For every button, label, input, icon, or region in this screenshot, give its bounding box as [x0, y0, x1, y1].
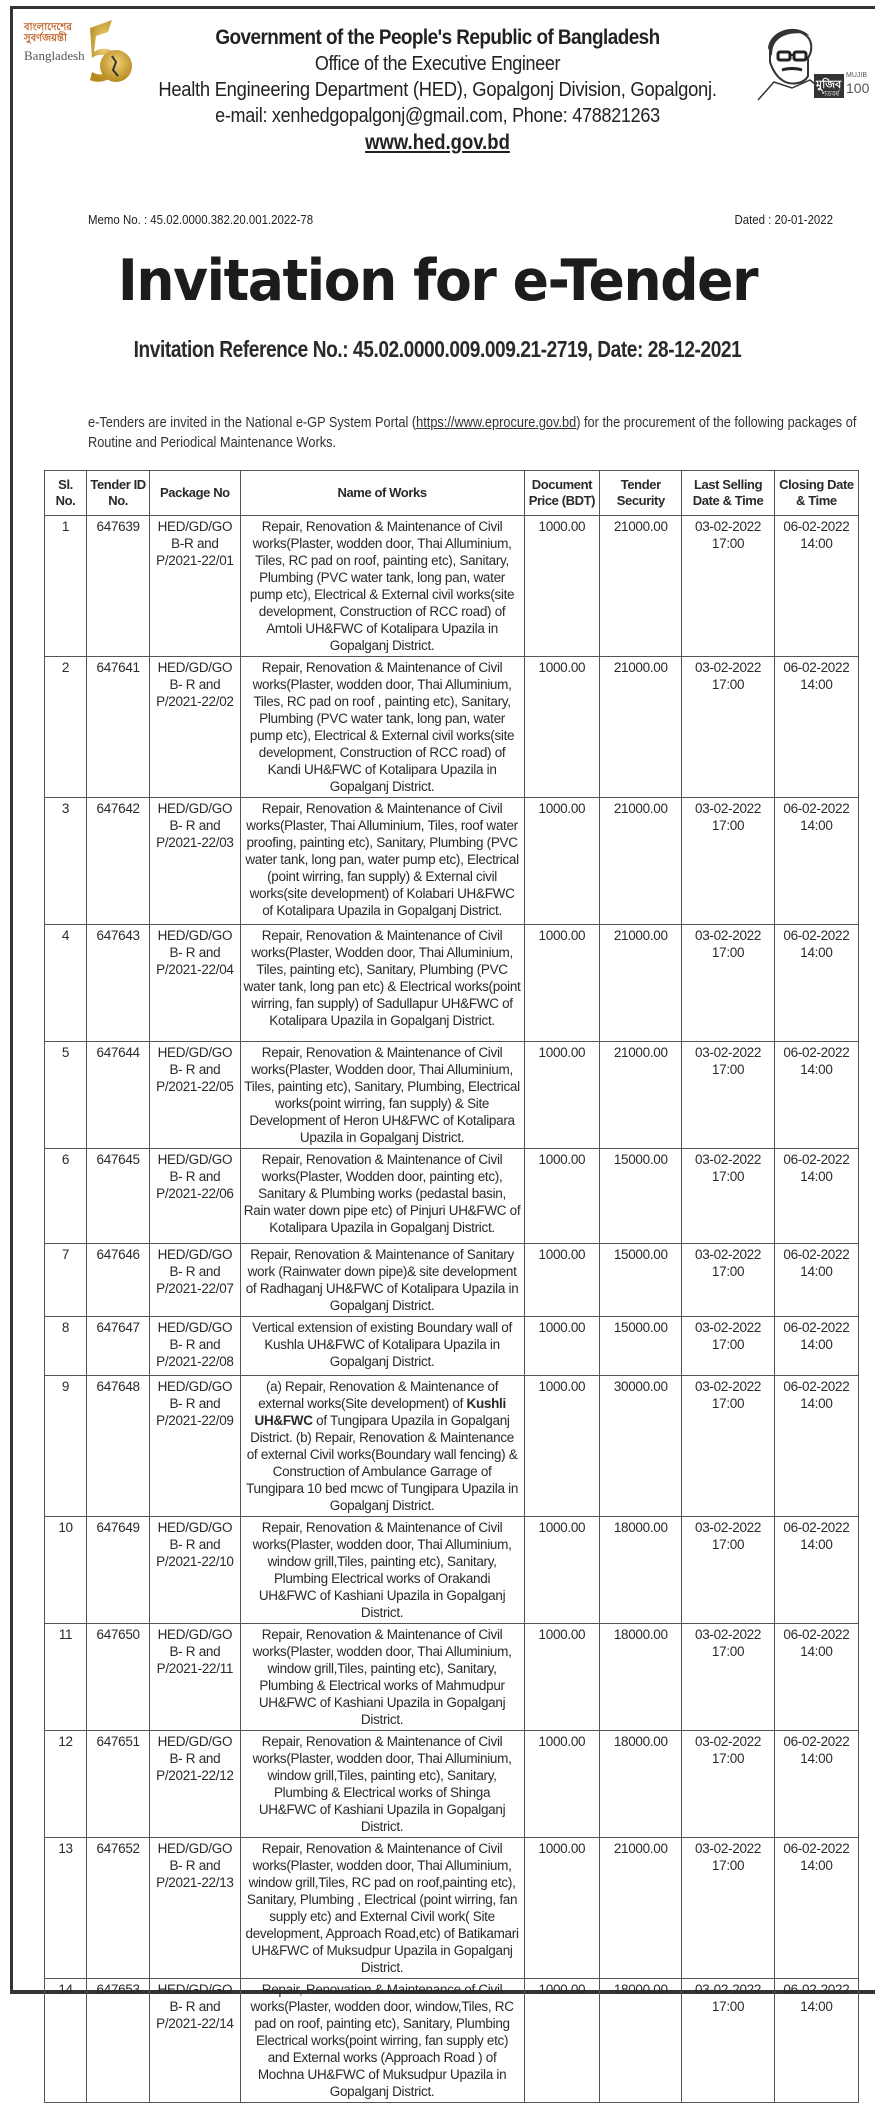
closing-time: 14:00	[800, 1751, 833, 1766]
cell-sl: 8	[45, 1317, 87, 1376]
cell-works: Repair, Renovation & Maintenance of Civil works(Plaster, wodden door, Thai Alluminium, Tiles, RC pad on roof, painting etc), Sanitary, Plumbing (PVC water tank, long pan, water pump etc), Electrical & External civil works(site development, Construction of RCC road) of Amtoli UH&FWC of Kotalipara Upazila in Gopalganj District.	[240, 516, 524, 657]
closing-date: 06-02-2022	[783, 660, 850, 675]
header-closing: Closing Date & Time	[774, 471, 858, 516]
mujib-num-text: 100	[846, 80, 870, 96]
works-text: of Tungipara Upazila in Gopalganj District. (b) Repair, Renovation & Maintenance of external Civil works(Boundary wall fencing) & Construction of Ambulance Garrage of Tungipara 10 bed mcwc of Tungipara Upazila in Gopalganj District.	[246, 1413, 519, 1513]
closing-time: 14:00	[800, 818, 833, 833]
cell-tender-id: 647652	[87, 1838, 150, 1979]
cell-doc-price: 1000.00	[524, 798, 600, 925]
closing-date: 06-02-2022	[783, 1982, 850, 1997]
cell-last-selling	[682, 657, 775, 798]
cell-tender-id: 647651	[87, 1731, 150, 1838]
contact-line: e-mail: xenhedgopalgonj@gmail.com, Phone: 478821263	[215, 105, 660, 127]
cell-closing	[774, 1517, 858, 1624]
table-row	[45, 1624, 859, 1731]
cell-works: Repair, Renovation & Maintenance of Civil works(Plaster, wodden door, Thai Alluminium, window grill,Tiles, painting etc), Sanitary, Plumbing & Electrical works of Mahmudpur UH&FWC of Kashiani Upazila in Gopalganj District.	[240, 1624, 524, 1731]
cell-works: Vertical extension of existing Boundary wall of Kushla UH&FWC of Kotalipara Upazila in Gopalganj District.	[240, 1317, 524, 1376]
cell-works: Repair, Renovation & Maintenance of Civil works(Plaster, wodden door, window,Tiles, RC pad on roof, painting etc), Sanitary, Plumbing Electrical works(point wirring, fan supply etc) and External works (Approach Road ) of Mochna UH&FWC of Muksudpur Upazila in Gopalganj District.	[240, 1979, 524, 2103]
cell-security: 21000.00	[600, 1838, 682, 1979]
cell-security: 18000.00	[600, 1731, 682, 1838]
eprocure-link[interactable]: https://www.eprocure.gov.bd	[416, 415, 577, 431]
cell-sl: 14	[45, 1979, 87, 2103]
cell-works: Repair, Renovation & Maintenance of Civil works(Plaster, Wodden door, Thai Alluminium, Tiles, painting etc), Sanitary, Plumbing (PVC water tank, long pan etc) & Electrical works(point wirring, fan supply) of Sadullapur UH&FWC of Kotalipara Upazila in Gopalganj District.	[240, 925, 524, 1042]
cell-doc-price: 1000.00	[524, 1042, 600, 1149]
cell-doc-price: 1000.00	[524, 1317, 600, 1376]
cell-security: 21000.00	[600, 657, 682, 798]
cell-closing	[774, 798, 858, 925]
cell-last-selling	[682, 1376, 775, 1517]
cell-last-selling	[682, 1042, 775, 1149]
cell-last-selling	[682, 925, 775, 1042]
cell-doc-price: 1000.00	[524, 1244, 600, 1317]
last-selling-time: 17:00	[711, 1537, 745, 1552]
table-row	[45, 1731, 859, 1838]
govt-title: Government of the People's Republic of Bangladesh	[215, 26, 660, 49]
department-line: Health Engineering Department (HED), Gopalgonj Division, Gopalgonj.	[158, 79, 717, 101]
cell-closing	[774, 657, 858, 798]
cell-sl: 11	[45, 1624, 87, 1731]
last-selling-time: 17:00	[711, 1644, 745, 1659]
cell-works: Repair, Renovation & Maintenance of Civil works(Plaster, Wodden door, Thai Alluminium, Tiles, painting etc), Sanitary, Plumbing, Electrical works(point wirring, fan supply) & Site Development of Heron UH&FWC of Kotalipara Upazila in Gopalganj District.	[240, 1042, 524, 1149]
cell-closing	[774, 1042, 858, 1149]
cell-package: HED/GD/GO B-R and P/2021-22/01	[150, 516, 240, 657]
cell-closing	[774, 1149, 858, 1244]
cell-tender-id: 647647	[87, 1317, 150, 1376]
last-selling-date: 03-02-2022	[695, 1247, 762, 1262]
table-row	[45, 657, 859, 798]
closing-date: 06-02-2022	[783, 1320, 850, 1335]
works-location-bold: Kushli UH&FWC	[254, 1396, 506, 1428]
cell-package: HED/GD/GO B- R and P/2021-22/13	[150, 1838, 240, 1979]
table-row	[45, 1838, 859, 1979]
cell-last-selling	[682, 1244, 775, 1317]
cell-last-selling	[682, 1149, 775, 1244]
cell-closing	[774, 925, 858, 1042]
last-selling-time: 17:00	[711, 1062, 745, 1077]
last-selling-time: 17:00	[711, 945, 745, 960]
cell-sl: 6	[45, 1149, 87, 1244]
last-selling-date: 03-02-2022	[695, 1152, 762, 1167]
closing-date: 06-02-2022	[783, 928, 850, 943]
table-row	[45, 1149, 859, 1244]
closing-time: 14:00	[800, 1537, 833, 1552]
mujib-en-text: MUJIB	[846, 72, 867, 79]
closing-time: 14:00	[800, 1337, 833, 1352]
memo-number: Memo No. : 45.02.0000.382.20.001.2022-78	[88, 212, 314, 227]
cell-closing	[774, 516, 858, 657]
cell-doc-price: 1000.00	[524, 925, 600, 1042]
last-selling-date: 03-02-2022	[695, 519, 762, 534]
cell-works: Repair, Renovation & Maintenance of Civil works(Plaster, Wodden door, painting etc), Sanitary & Plumbing works (pedastal basin, Rain water down pipe etc) of Pinjuri UH&FWC of Kotalipara Upazila in Gopalganj District.	[240, 1149, 524, 1244]
cell-doc-price: 1000.00	[524, 1624, 600, 1731]
last-selling-time: 17:00	[711, 1337, 745, 1352]
header-security: Tender Security	[600, 471, 682, 516]
closing-time: 14:00	[800, 1396, 833, 1411]
cell-security: 15000.00	[600, 1317, 682, 1376]
cell-doc-price: 1000.00	[524, 1376, 600, 1517]
last-selling-time: 17:00	[711, 536, 745, 551]
last-selling-time: 17:00	[711, 1396, 745, 1411]
cell-security: 18000.00	[600, 1517, 682, 1624]
cell-package: HED/GD/GO B- R and P/2021-22/04	[150, 925, 240, 1042]
cell-last-selling	[682, 1517, 775, 1624]
table-header-row	[45, 471, 859, 516]
tender-table	[44, 470, 859, 2103]
closing-time: 14:00	[800, 1264, 833, 1279]
header-tender-id: Tender ID No.	[87, 471, 150, 516]
last-selling-date: 03-02-2022	[695, 1379, 762, 1394]
memo-date: Dated : 20-01-2022	[734, 212, 833, 227]
closing-date: 06-02-2022	[783, 519, 850, 534]
table-row	[45, 1979, 859, 2103]
cell-tender-id: 647645	[87, 1149, 150, 1244]
last-selling-date: 03-02-2022	[695, 1320, 762, 1335]
cell-tender-id: 647646	[87, 1244, 150, 1317]
last-selling-time: 17:00	[711, 1264, 745, 1279]
cell-works: Repair, Renovation & Maintenance of Civil works(Plaster, wodden door, Thai Alluminium, window grill,Tiles, painting etc), Sanitary, Plumbing Electrical works of Orakandi UH&FWC of Kashiani Upazila in Gopalganj District.	[240, 1517, 524, 1624]
last-selling-date: 03-02-2022	[695, 1734, 762, 1749]
closing-date: 06-02-2022	[783, 1627, 850, 1642]
cell-security: 21000.00	[600, 516, 682, 657]
closing-time: 14:00	[800, 677, 833, 692]
cell-sl: 13	[45, 1838, 87, 1979]
header-package: Package No	[150, 471, 240, 516]
cell-tender-id: 647639	[87, 516, 150, 657]
cell-last-selling	[682, 1838, 775, 1979]
closing-date: 06-02-2022	[783, 1247, 850, 1262]
cell-doc-price: 1000.00	[524, 1838, 600, 1979]
header-doc-price: Document Price (BDT)	[524, 471, 600, 516]
cell-closing	[774, 1244, 858, 1317]
closing-date: 06-02-2022	[783, 1152, 850, 1167]
cell-closing	[774, 1979, 858, 2103]
cell-tender-id: 647648	[87, 1376, 150, 1517]
cell-tender-id: 647643	[87, 925, 150, 1042]
cell-sl: 7	[45, 1244, 87, 1317]
closing-date: 06-02-2022	[783, 1734, 850, 1749]
cell-last-selling	[682, 516, 775, 657]
last-selling-date: 03-02-2022	[695, 1841, 762, 1856]
cell-package: HED/GD/GO B- R and P/2021-22/14	[150, 1979, 240, 2103]
table-row	[45, 1244, 859, 1317]
cell-doc-price: 1000.00	[524, 1517, 600, 1624]
cell-works: Repair, Renovation & Maintenance of Civil works(Plaster, wodden door, Thai Alluminium, window grill,Tiles, RC pad on roof,painting etc), Sanitary, Plumbing , Electrical (point wirring, fan supply etc) and External Civil work( Site development, Approach Road,etc) of Batikamari UH&FWC of Muksudpur Upazila in Gopalganj District.	[240, 1838, 524, 1979]
intro-text-after: ) for the procurement of the following packages of Routine and Periodical Maintenance Works.	[88, 415, 857, 451]
cell-last-selling	[682, 1317, 775, 1376]
logo-bengali-line1: বাংলাদেশের	[24, 22, 72, 33]
logo-country-text: Bangladesh	[24, 48, 85, 63]
invitation-reference: Invitation Reference No.: 45.02.0000.009.009.21-2719, Date: 28-12-2021	[133, 336, 742, 362]
table-row	[45, 798, 859, 925]
cell-security: 18000.00	[600, 1979, 682, 2103]
closing-date: 06-02-2022	[783, 801, 850, 816]
cell-security: 21000.00	[600, 1042, 682, 1149]
cell-package: HED/GD/GO B- R and P/2021-22/07	[150, 1244, 240, 1317]
closing-date: 06-02-2022	[783, 1841, 850, 1856]
cell-closing	[774, 1317, 858, 1376]
header-sl: Sl. No.	[45, 471, 87, 516]
intro-paragraph	[88, 413, 858, 453]
cell-tender-id: 647650	[87, 1624, 150, 1731]
last-selling-time: 17:00	[711, 1858, 745, 1873]
cell-closing	[774, 1376, 858, 1517]
closing-time: 14:00	[800, 1062, 833, 1077]
closing-time: 14:00	[800, 1169, 833, 1184]
cell-works: Repair, Renovation & Maintenance of Civil works(Plaster, Thai Alluminium, Tiles, roof water proofing, painting etc), Sanitary, Plumbing (PVC water tank, long pan, water pump etc), Electrical (point wirring, fan supply) & External civil works(site development) of Kolabari UH&FWC of Kotalipara Upazila in Gopalganj District.	[240, 798, 524, 925]
cell-last-selling	[682, 798, 775, 925]
closing-time: 14:00	[800, 1644, 833, 1659]
closing-time: 14:00	[800, 945, 833, 960]
website-link[interactable]: www.hed.gov.bd	[365, 131, 510, 154]
cell-sl: 4	[45, 925, 87, 1042]
cell-security: 18000.00	[600, 1624, 682, 1731]
cell-works: Repair, Renovation & Maintenance of Civil works(Plaster, wodden door, Thai Alluminium, Tiles, RC pad on roof , painting etc), Sanitary, Plumbing (PVC water tank, long pan, water pump etc), Electrical & External civil works(site development, Construction of RCC road) of Kandi UH&FWC of Kotalipara Upazila in Gopalganj District.	[240, 657, 524, 798]
cell-works: Repair, Renovation & Maintenance of Sanitary work (Rainwater down pipe)& site development of Radhaganj UH&FWC of Kotalipara Upazila in Gopalganj District.	[240, 1244, 524, 1317]
cell-doc-price: 1000.00	[524, 1979, 600, 2103]
closing-time: 14:00	[800, 1858, 833, 1873]
table-row	[45, 1517, 859, 1624]
last-selling-date: 03-02-2022	[695, 660, 762, 675]
works-text: (a) Repair, Renovation & Maintenance of external works(Site development) of	[258, 1379, 499, 1411]
cell-security: 15000.00	[600, 1149, 682, 1244]
closing-time: 14:00	[800, 1999, 833, 2014]
cell-package: HED/GD/GO B- R and P/2021-22/08	[150, 1317, 240, 1376]
last-selling-date: 03-02-2022	[695, 1520, 762, 1535]
table-row	[45, 1317, 859, 1376]
mujib-sub-text: শতবর্ষ	[822, 91, 840, 98]
cell-package: HED/GD/GO B- R and P/2021-22/02	[150, 657, 240, 798]
table-row	[45, 516, 859, 657]
cell-tender-id: 647653	[87, 1979, 150, 2103]
cell-package: HED/GD/GO B- R and P/2021-22/05	[150, 1042, 240, 1149]
cell-package: HED/GD/GO B- R and P/2021-22/03	[150, 798, 240, 925]
cell-doc-price: 1000.00	[524, 1149, 600, 1244]
last-selling-time: 17:00	[711, 1999, 745, 2014]
last-selling-date: 03-02-2022	[695, 801, 762, 816]
intro-text-before: e-Tenders are invited in the National e-GP System Portal (	[88, 415, 417, 431]
cell-tender-id: 647642	[87, 798, 150, 925]
cell-tender-id: 647649	[87, 1517, 150, 1624]
cell-doc-price: 1000.00	[524, 657, 600, 798]
cell-closing	[774, 1731, 858, 1838]
closing-date: 06-02-2022	[783, 1045, 850, 1060]
last-selling-time: 17:00	[711, 677, 745, 692]
cell-package: HED/GD/GO B- R and P/2021-22/12	[150, 1731, 240, 1838]
closing-date: 06-02-2022	[783, 1520, 850, 1535]
cell-last-selling	[682, 1979, 775, 2103]
table-row	[45, 1042, 859, 1149]
cell-works: Repair, Renovation & Maintenance of Civil works(Plaster, wodden door, Thai Alluminium, window grill,Tiles, painting etc), Sanitary, Plumbing & Electrical works of Shinga UH&FWC of Kashiani Upazila in Gopalganj District.	[240, 1731, 524, 1838]
last-selling-date: 03-02-2022	[695, 1982, 762, 1997]
cell-tender-id: 647644	[87, 1042, 150, 1149]
notice-title: Invitation for e-Tender	[117, 248, 758, 314]
header-works: Name of Works	[240, 471, 524, 516]
cell-doc-price: 1000.00	[524, 1731, 600, 1838]
cell-sl: 3	[45, 798, 87, 925]
cell-security: 21000.00	[600, 798, 682, 925]
last-selling-time: 17:00	[711, 1751, 745, 1766]
cell-closing	[774, 1624, 858, 1731]
cell-sl: 9	[45, 1376, 87, 1517]
last-selling-time: 17:00	[711, 818, 745, 833]
cell-sl: 10	[45, 1517, 87, 1624]
letterhead	[0, 24, 875, 157]
cell-works	[240, 1376, 524, 1517]
cell-sl: 5	[45, 1042, 87, 1149]
cell-security: 15000.00	[600, 1244, 682, 1317]
cell-last-selling	[682, 1624, 775, 1731]
cell-closing	[774, 1838, 858, 1979]
mujib-bengali-text: মুজিব	[816, 79, 842, 91]
cell-package: HED/GD/GO B- R and P/2021-22/06	[150, 1149, 240, 1244]
closing-time: 14:00	[800, 536, 833, 551]
table-row	[45, 1376, 859, 1517]
last-selling-date: 03-02-2022	[695, 1045, 762, 1060]
cell-security: 30000.00	[600, 1376, 682, 1517]
office-title: Office of the Executive Engineer	[314, 53, 561, 75]
cell-package: HED/GD/GO B- R and P/2021-22/09	[150, 1376, 240, 1517]
cell-last-selling	[682, 1731, 775, 1838]
cell-package: HED/GD/GO B- R and P/2021-22/11	[150, 1624, 240, 1731]
logo-bengali-line2: সুবর্ণজয়ন্তী	[24, 33, 67, 44]
cell-tender-id: 647641	[87, 657, 150, 798]
cell-sl: 12	[45, 1731, 87, 1838]
cell-package: HED/GD/GO B- R and P/2021-22/10	[150, 1517, 240, 1624]
table-row	[45, 925, 859, 1042]
last-selling-time: 17:00	[711, 1169, 745, 1184]
cell-security: 21000.00	[600, 925, 682, 1042]
closing-date: 06-02-2022	[783, 1379, 850, 1394]
cell-sl: 1	[45, 516, 87, 657]
last-selling-date: 03-02-2022	[695, 1627, 762, 1642]
cell-sl: 2	[45, 657, 87, 798]
last-selling-date: 03-02-2022	[695, 928, 762, 943]
cell-doc-price: 1000.00	[524, 516, 600, 657]
header-last-selling: Last Selling Date & Time	[682, 471, 775, 516]
